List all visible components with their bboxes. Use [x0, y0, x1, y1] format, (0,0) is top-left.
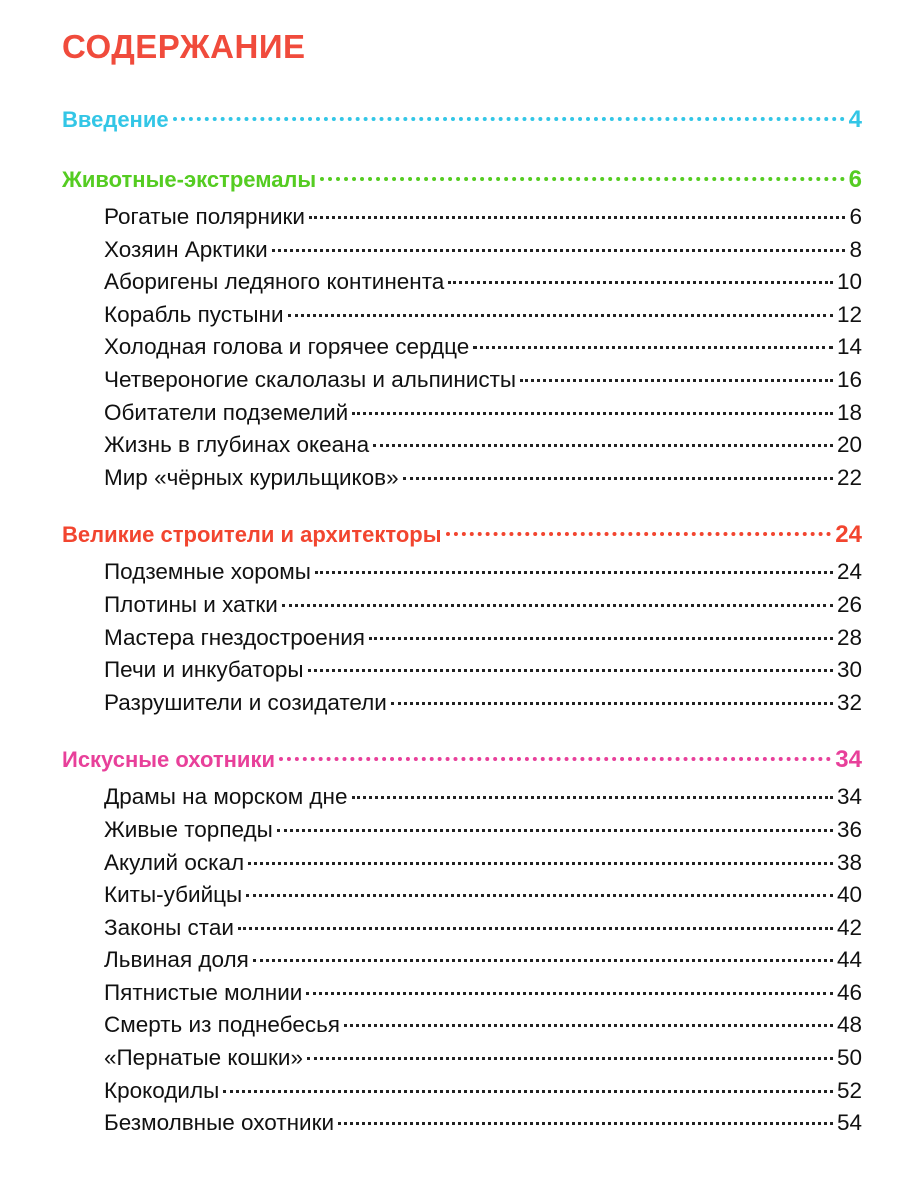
- entry-page-number: 18: [836, 399, 862, 425]
- entry-title: Киты-убийцы: [104, 882, 243, 908]
- entry-title: Подземные хоромы: [104, 559, 311, 585]
- dot-leader: [282, 603, 833, 607]
- entry-title: Живые торпеды: [104, 816, 273, 842]
- toc-entry[interactable]: [62, 465, 862, 498]
- toc-entry[interactable]: [62, 1045, 862, 1078]
- toc-section-heading[interactable]: [62, 746, 862, 784]
- dot-leader: [352, 795, 833, 799]
- entry-page-number: 6: [849, 204, 862, 229]
- dot-leader: [352, 411, 833, 415]
- toc-entry[interactable]: [62, 269, 862, 302]
- dot-leader: [308, 668, 833, 672]
- entry-title: Обитатели подземелий: [104, 399, 349, 425]
- toc-entry[interactable]: [62, 850, 862, 883]
- toc-entry[interactable]: [62, 432, 862, 465]
- toc-entry[interactable]: [62, 947, 862, 980]
- dot-leader: [448, 280, 833, 284]
- toc-entry[interactable]: [62, 302, 862, 335]
- entry-title: Пятнистые молнии: [104, 979, 303, 1005]
- toc-entry[interactable]: [62, 882, 862, 915]
- section-title: Искусные охотники: [62, 747, 275, 773]
- entry-page-number: 8: [849, 236, 862, 262]
- entry-title: Мир «чёрных курильщиков»: [104, 464, 399, 490]
- dot-leader: [279, 756, 831, 761]
- entry-title: Жизнь в глубинах океана: [104, 432, 370, 458]
- entry-page-number: 10: [836, 269, 862, 295]
- entry-page-number: 26: [836, 591, 862, 617]
- dot-leader: [473, 345, 833, 349]
- toc-section: [62, 746, 862, 1143]
- entry-title: Плотины и хатки: [104, 591, 278, 617]
- toc-section-heading[interactable]: [62, 521, 862, 559]
- entry-page-number: 52: [836, 1077, 862, 1103]
- toc-entry[interactable]: [62, 690, 862, 723]
- entry-page-number: 38: [836, 849, 862, 875]
- entry-page-number: 50: [836, 1045, 862, 1071]
- dot-leader: [403, 476, 833, 480]
- entry-page-number: 12: [836, 301, 862, 327]
- dot-leader: [238, 926, 833, 930]
- entry-title: Крокодилы: [104, 1077, 220, 1103]
- section-title: Животные-экстремалы: [62, 167, 317, 192]
- toc-entry[interactable]: [62, 367, 862, 400]
- entry-page-number: 42: [836, 914, 862, 940]
- entry-title: Акулий оскал: [104, 849, 245, 875]
- entry-title: Четвероногие скалолазы и альпинисты: [104, 366, 517, 392]
- toc-entry[interactable]: [62, 817, 862, 850]
- toc-entry[interactable]: [62, 1078, 862, 1111]
- dot-leader: [320, 176, 844, 181]
- dot-leader: [306, 991, 833, 995]
- dot-leader: [223, 1089, 833, 1093]
- entry-page-number: 34: [836, 784, 862, 810]
- entry-page-number: 44: [836, 947, 862, 973]
- entry-page-number: 20: [836, 432, 862, 458]
- dot-leader: [277, 828, 833, 832]
- toc-entry[interactable]: [62, 1110, 862, 1143]
- toc-entry[interactable]: [62, 625, 862, 658]
- entry-title: Холодная голова и горячее сердце: [104, 334, 470, 360]
- table-of-contents: [62, 106, 862, 1167]
- entry-page-number: 16: [836, 366, 862, 392]
- dot-leader: [338, 1121, 833, 1125]
- entry-page-number: 24: [836, 559, 862, 585]
- entry-page-number: 48: [836, 1012, 862, 1038]
- toc-entry[interactable]: [62, 915, 862, 948]
- toc-section: [62, 106, 862, 144]
- dot-leader: [520, 378, 833, 382]
- dot-leader: [272, 248, 846, 252]
- entry-title: Драмы на морском дне: [104, 784, 348, 810]
- dot-leader: [369, 636, 833, 640]
- entry-title: Хозяин Арктики: [104, 236, 268, 262]
- toc-entry[interactable]: [62, 980, 862, 1013]
- toc-section-heading[interactable]: [62, 166, 862, 204]
- toc-entry[interactable]: [62, 559, 862, 592]
- dot-leader: [248, 861, 833, 865]
- entry-page-number: 36: [836, 816, 862, 842]
- toc-entry[interactable]: [62, 657, 862, 690]
- entry-title: Печи и инкубаторы: [104, 657, 304, 683]
- dot-leader: [307, 1056, 833, 1060]
- toc-entry[interactable]: [62, 237, 862, 270]
- entry-title: «Пернатые кошки»: [104, 1045, 303, 1071]
- dot-leader: [315, 570, 833, 574]
- entry-title: Корабль пустыни: [104, 301, 284, 327]
- entry-title: Аборигены ледяного континента: [104, 269, 445, 295]
- toc-entry[interactable]: [62, 784, 862, 817]
- section-title: Введение: [62, 107, 169, 132]
- toc-entry[interactable]: [62, 400, 862, 433]
- entry-title: Рогатые полярники: [104, 204, 305, 229]
- entry-title: Безмолвные охотники: [104, 1110, 335, 1136]
- entry-page-number: 32: [836, 689, 862, 715]
- dot-leader: [288, 313, 833, 317]
- dot-leader: [446, 531, 832, 536]
- dot-leader: [344, 1023, 833, 1027]
- entry-page-number: 54: [836, 1110, 862, 1136]
- dot-leader: [246, 893, 833, 897]
- dot-leader: [309, 215, 846, 219]
- entry-page-number: 22: [836, 464, 862, 490]
- section-page-number: 34: [835, 746, 862, 774]
- section-page-number: 6: [848, 166, 862, 193]
- entry-title: Разрушители и созидатели: [104, 689, 387, 715]
- dot-leader: [173, 116, 845, 121]
- entry-page-number: 28: [836, 624, 862, 650]
- toc-entry[interactable]: [62, 1012, 862, 1045]
- toc-entry[interactable]: [62, 334, 862, 367]
- entry-title: Законы стаи: [104, 914, 234, 940]
- entry-title: Львиная доля: [104, 947, 249, 973]
- dot-leader: [391, 701, 833, 705]
- entry-title: Мастера гнездостроения: [104, 624, 365, 650]
- toc-entry[interactable]: [62, 204, 862, 237]
- dot-leader: [253, 958, 833, 962]
- toc-section: [62, 521, 862, 722]
- section-page-number: 24: [835, 521, 862, 549]
- entry-page-number: 46: [836, 979, 862, 1005]
- section-page-number: 4: [848, 106, 862, 133]
- entry-page-number: 40: [836, 882, 862, 908]
- toc-section-heading[interactable]: [62, 106, 862, 144]
- entry-title: Смерть из поднебесья: [104, 1012, 340, 1038]
- entry-page-number: 30: [836, 657, 862, 683]
- section-title: Великие строители и архитекторы: [62, 522, 442, 548]
- toc-entry[interactable]: [62, 592, 862, 625]
- dot-leader: [373, 443, 833, 447]
- toc-section: [62, 166, 862, 497]
- page-title: СОДЕРЖАНИЕ: [62, 28, 306, 65]
- entry-page-number: 14: [836, 334, 862, 360]
